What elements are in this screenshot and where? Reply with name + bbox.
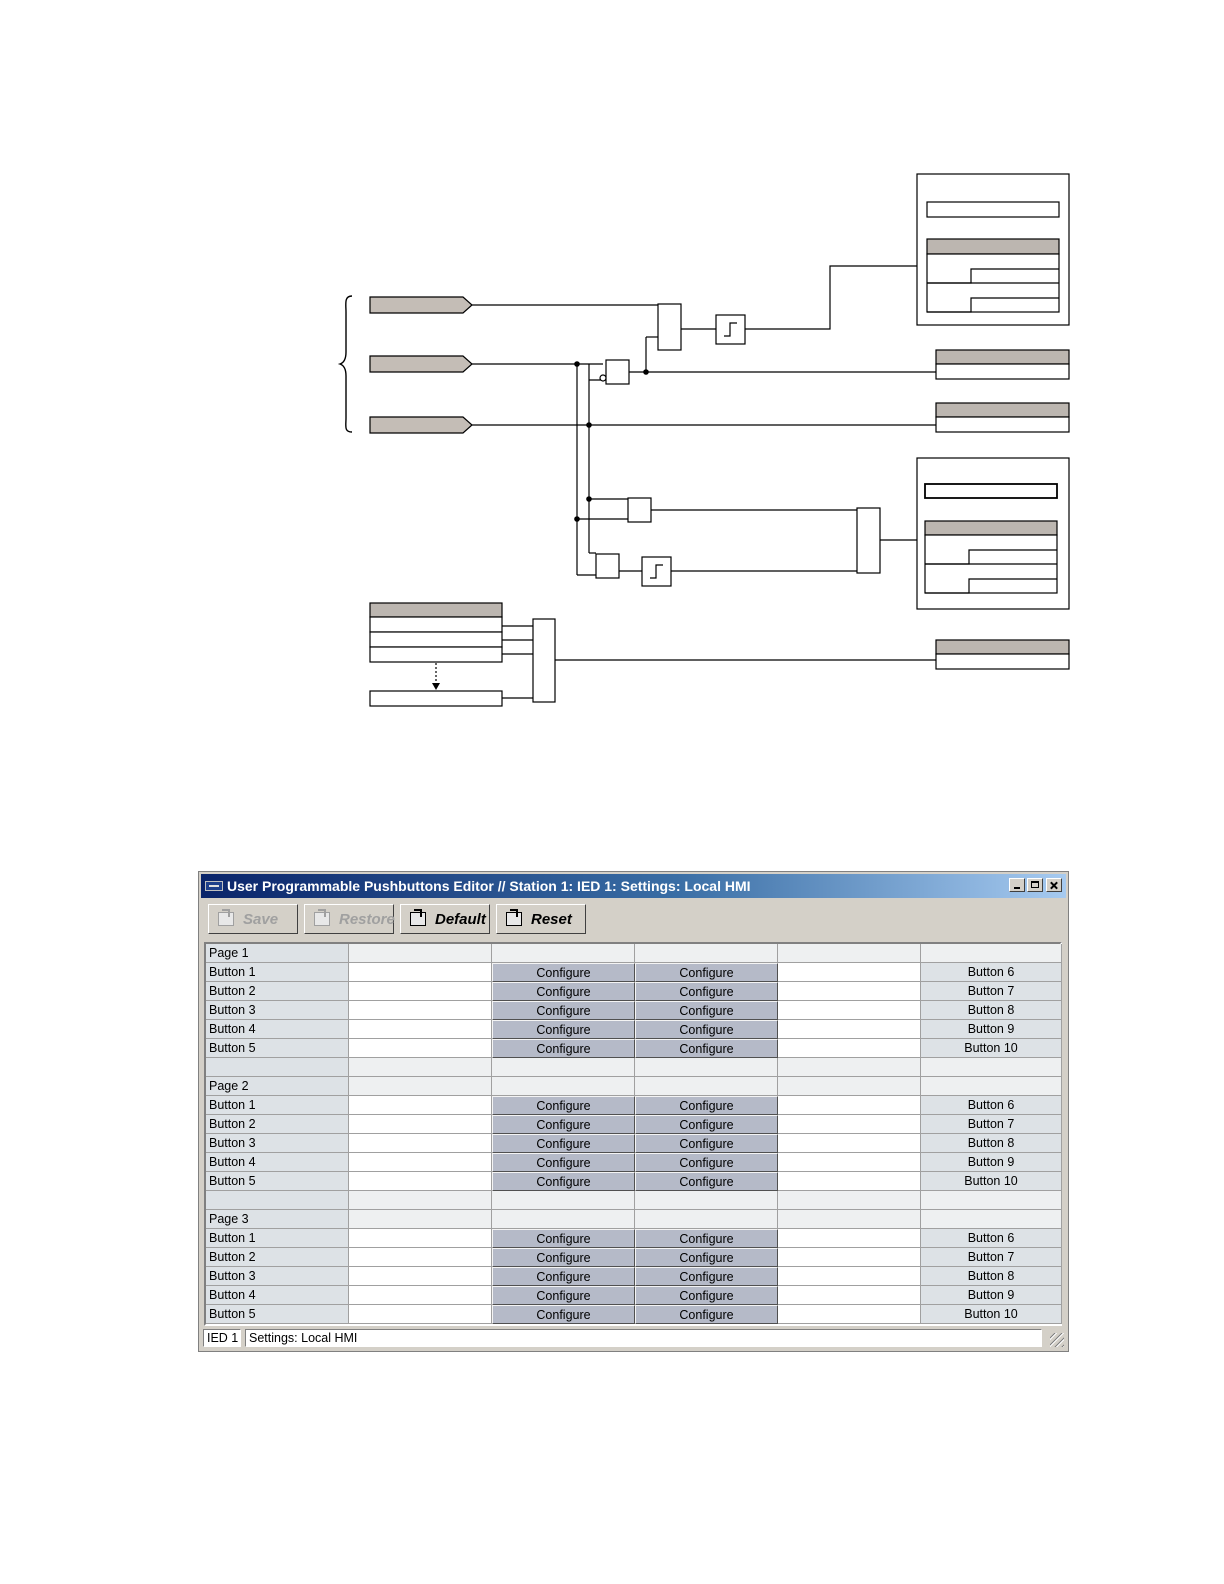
configure-button-left[interactable]: Configure (492, 1229, 635, 1248)
configure-button-left[interactable]: Configure (492, 1153, 635, 1172)
button-label-left: Button 2 (206, 1115, 349, 1134)
spacer-cell (778, 1191, 921, 1210)
table-row (206, 1039, 1060, 1058)
button-label-right: Button 6 (921, 963, 1062, 982)
save-button[interactable]: Save (208, 904, 298, 934)
page-title: Page 3 (206, 1210, 349, 1229)
button-text-input-left[interactable] (349, 1001, 492, 1020)
table-row (206, 1153, 1060, 1172)
inverter-bubble (600, 375, 606, 381)
and-gate-lower-1 (628, 498, 651, 522)
button-text-input-right[interactable] (778, 1286, 921, 1305)
spacer-cell (349, 1058, 492, 1077)
configure-button-right[interactable]: Configure (635, 1267, 778, 1286)
logic-diagram (0, 0, 1224, 760)
button-text-input-left[interactable] (349, 1115, 492, 1134)
configure-button-left[interactable]: Configure (492, 982, 635, 1001)
resize-grip-icon[interactable] (1050, 1333, 1064, 1347)
restore-icon (314, 912, 330, 926)
button-text-input-right[interactable] (778, 1248, 921, 1267)
button-text-input-right[interactable] (778, 1134, 921, 1153)
default-button[interactable]: Default (400, 904, 490, 934)
spacer-cell (492, 1191, 635, 1210)
button-text-input-left[interactable] (349, 1172, 492, 1191)
button-label-left: Button 2 (206, 982, 349, 1001)
button-text-input-right[interactable] (778, 1153, 921, 1172)
configure-button-left[interactable]: Configure (492, 963, 635, 982)
spacer-cell (921, 1058, 1062, 1077)
configure-button-left[interactable]: Configure (492, 1096, 635, 1115)
button-label-left: Button 5 (206, 1305, 349, 1324)
table-row (206, 1229, 1060, 1248)
configure-button-left[interactable]: Configure (492, 1172, 635, 1191)
configure-button-left[interactable]: Configure (492, 1001, 635, 1020)
configure-button-right[interactable]: Configure (635, 1286, 778, 1305)
header-cell (349, 1210, 492, 1229)
button-label-right: Button 7 (921, 982, 1062, 1001)
button-label-right: Button 9 (921, 1020, 1062, 1039)
or-gate-bottom (533, 619, 555, 702)
button-label-right: Button 8 (921, 1134, 1062, 1153)
save-icon (218, 912, 234, 926)
header-cell (921, 1077, 1062, 1096)
button-text-input-right[interactable] (778, 1039, 921, 1058)
configure-button-right[interactable]: Configure (635, 1020, 778, 1039)
spacer-cell (206, 1058, 349, 1077)
button-text-input-left[interactable] (349, 1248, 492, 1267)
status-settings: Settings: Local HMI (245, 1329, 1042, 1347)
configure-button-right[interactable]: Configure (635, 1096, 778, 1115)
button-text-input-right[interactable] (778, 1229, 921, 1248)
table-row (206, 982, 1060, 1001)
button-text-input-left[interactable] (349, 963, 492, 982)
toolbar (201, 900, 1066, 940)
table-row (206, 1020, 1060, 1039)
button-text-input-right[interactable] (778, 1172, 921, 1191)
configure-button-left[interactable]: Configure (492, 1286, 635, 1305)
header-cell (921, 1210, 1062, 1229)
configure-button-right[interactable]: Configure (635, 1305, 778, 1324)
button-label-left: Button 5 (206, 1172, 349, 1191)
button-text-input-left[interactable] (349, 1134, 492, 1153)
button-label-left: Button 3 (206, 1001, 349, 1020)
status-bar (201, 1327, 1066, 1349)
button-text-input-right[interactable] (778, 1096, 921, 1115)
button-text-input-left[interactable] (349, 1286, 492, 1305)
spacer-cell (921, 1191, 1062, 1210)
spacer-cell (492, 1058, 635, 1077)
spacer-cell (349, 1191, 492, 1210)
spacer-cell (635, 1058, 778, 1077)
button-label-right: Button 6 (921, 1229, 1062, 1248)
configure-button-left[interactable]: Configure (492, 1134, 635, 1153)
configure-button-right[interactable]: Configure (635, 1039, 778, 1058)
button-label-left: Button 1 (206, 1096, 349, 1115)
header-cell (778, 1210, 921, 1229)
spacer-cell (206, 1191, 349, 1210)
restore-button[interactable]: Restore (304, 904, 394, 934)
button-text-input-right[interactable] (778, 963, 921, 982)
configure-button-right[interactable]: Configure (635, 1248, 778, 1267)
spacer-cell (778, 1058, 921, 1077)
configure-button-left[interactable]: Configure (492, 1039, 635, 1058)
button-text-input-left[interactable] (349, 982, 492, 1001)
output-flag-2 (936, 403, 1069, 417)
table-row (206, 1267, 1060, 1286)
button-label-right: Button 9 (921, 1153, 1062, 1172)
header-cell (492, 944, 635, 963)
reset-icon (506, 912, 522, 926)
or-gate-upper (658, 304, 681, 350)
table-row (206, 1115, 1060, 1134)
or-gate-lower (857, 508, 880, 573)
button-text-input-right[interactable] (778, 1115, 921, 1134)
button-text-input-right[interactable] (778, 1267, 921, 1286)
configure-button-left[interactable]: Configure (492, 1248, 635, 1267)
table-row (206, 1248, 1060, 1267)
button-text-input-right[interactable] (778, 1020, 921, 1039)
header-cell (492, 1077, 635, 1096)
button-label-right: Button 8 (921, 1001, 1062, 1020)
button-label-right: Button 9 (921, 1286, 1062, 1305)
minimize-icon[interactable] (1009, 878, 1025, 892)
button-label-right: Button 7 (921, 1115, 1062, 1134)
table-row (206, 1305, 1060, 1324)
page-title: Page 2 (206, 1077, 349, 1096)
table-row (206, 1286, 1060, 1305)
button-label-left: Button 3 (206, 1267, 349, 1286)
close-icon[interactable] (1046, 878, 1062, 892)
page-spacer-row (206, 1058, 1060, 1077)
table-row (206, 963, 1060, 982)
configure-button-right[interactable]: Configure (635, 982, 778, 1001)
configure-button-right[interactable]: Configure (635, 1153, 778, 1172)
configure-button-right[interactable]: Configure (635, 1134, 778, 1153)
page-title: Page 1 (206, 944, 349, 963)
button-label-left: Button 4 (206, 1020, 349, 1039)
configure-button-right[interactable]: Configure (635, 1001, 778, 1020)
and-gate-middle (606, 360, 629, 384)
input-group-brace (340, 296, 352, 432)
configure-button-right[interactable]: Configure (635, 963, 778, 982)
header-cell (635, 1077, 778, 1096)
page-spacer-row (206, 1191, 1060, 1210)
button-text-input-left[interactable] (349, 1039, 492, 1058)
button-text-input-left[interactable] (349, 1096, 492, 1115)
output-flag-1 (936, 350, 1069, 364)
header-cell (635, 944, 778, 963)
button-label-right: Button 10 (921, 1305, 1062, 1324)
maximize-icon[interactable] (1027, 878, 1043, 892)
button-label-right: Button 6 (921, 1096, 1062, 1115)
button-text-input-left[interactable] (349, 1020, 492, 1039)
button-label-left: Button 3 (206, 1134, 349, 1153)
pushbuttons-editor-window (198, 871, 1069, 1352)
configure-button-left[interactable]: Configure (492, 1267, 635, 1286)
button-text-input-left[interactable] (349, 1153, 492, 1172)
table-row (206, 1096, 1060, 1115)
button-text-input-right[interactable] (778, 1001, 921, 1020)
page-header-row (206, 1077, 1060, 1096)
button-text-input-right[interactable] (778, 982, 921, 1001)
table-row (206, 1172, 1060, 1191)
button-text-input-left[interactable] (349, 1229, 492, 1248)
button-label-left: Button 4 (206, 1286, 349, 1305)
button-label-left: Button 5 (206, 1039, 349, 1058)
header-cell (635, 1210, 778, 1229)
button-label-right: Button 8 (921, 1267, 1062, 1286)
input-tag-2 (370, 356, 472, 372)
button-label-left: Button 1 (206, 1229, 349, 1248)
button-label-right: Button 10 (921, 1039, 1062, 1058)
button-text-input-left[interactable] (349, 1305, 492, 1324)
table-row (206, 1134, 1060, 1153)
window-title: User Programmable Pushbuttons Editor // Station 1: IED 1: Settings: Local HMI (227, 878, 751, 894)
page-header-row (206, 944, 1060, 963)
pushbutton-grid (204, 942, 1062, 1326)
button-label-left: Button 1 (206, 963, 349, 982)
window-titlebar[interactable] (201, 874, 1066, 898)
button-text-input-right[interactable] (778, 1305, 921, 1324)
configure-button-right[interactable]: Configure (635, 1115, 778, 1134)
configure-button-left[interactable]: Configure (492, 1115, 635, 1134)
input-tag-1 (370, 297, 472, 313)
and-gate-lower-2 (596, 554, 619, 578)
table-row (206, 1001, 1060, 1020)
default-icon (410, 912, 426, 926)
button-text-input-left[interactable] (349, 1267, 492, 1286)
header-cell (921, 944, 1062, 963)
button-label-left: Button 2 (206, 1248, 349, 1267)
configure-button-left[interactable]: Configure (492, 1020, 635, 1039)
button-label-right: Button 10 (921, 1172, 1062, 1191)
header-cell (778, 944, 921, 963)
status-device: IED 1 (203, 1329, 241, 1347)
input-tag-3 (370, 417, 472, 433)
setting-stack-header (370, 603, 502, 617)
configure-button-left[interactable]: Configure (492, 1305, 635, 1324)
spacer-cell (635, 1191, 778, 1210)
configure-button-right[interactable]: Configure (635, 1172, 778, 1191)
header-cell (492, 1210, 635, 1229)
header-cell (349, 1077, 492, 1096)
button-label-right: Button 7 (921, 1248, 1062, 1267)
button-label-left: Button 4 (206, 1153, 349, 1172)
header-cell (778, 1077, 921, 1096)
configure-button-right[interactable]: Configure (635, 1229, 778, 1248)
output-flag-3 (936, 640, 1069, 654)
header-cell (349, 944, 492, 963)
app-icon (205, 881, 223, 891)
reset-button[interactable]: Reset (496, 904, 586, 934)
page-header-row (206, 1210, 1060, 1229)
